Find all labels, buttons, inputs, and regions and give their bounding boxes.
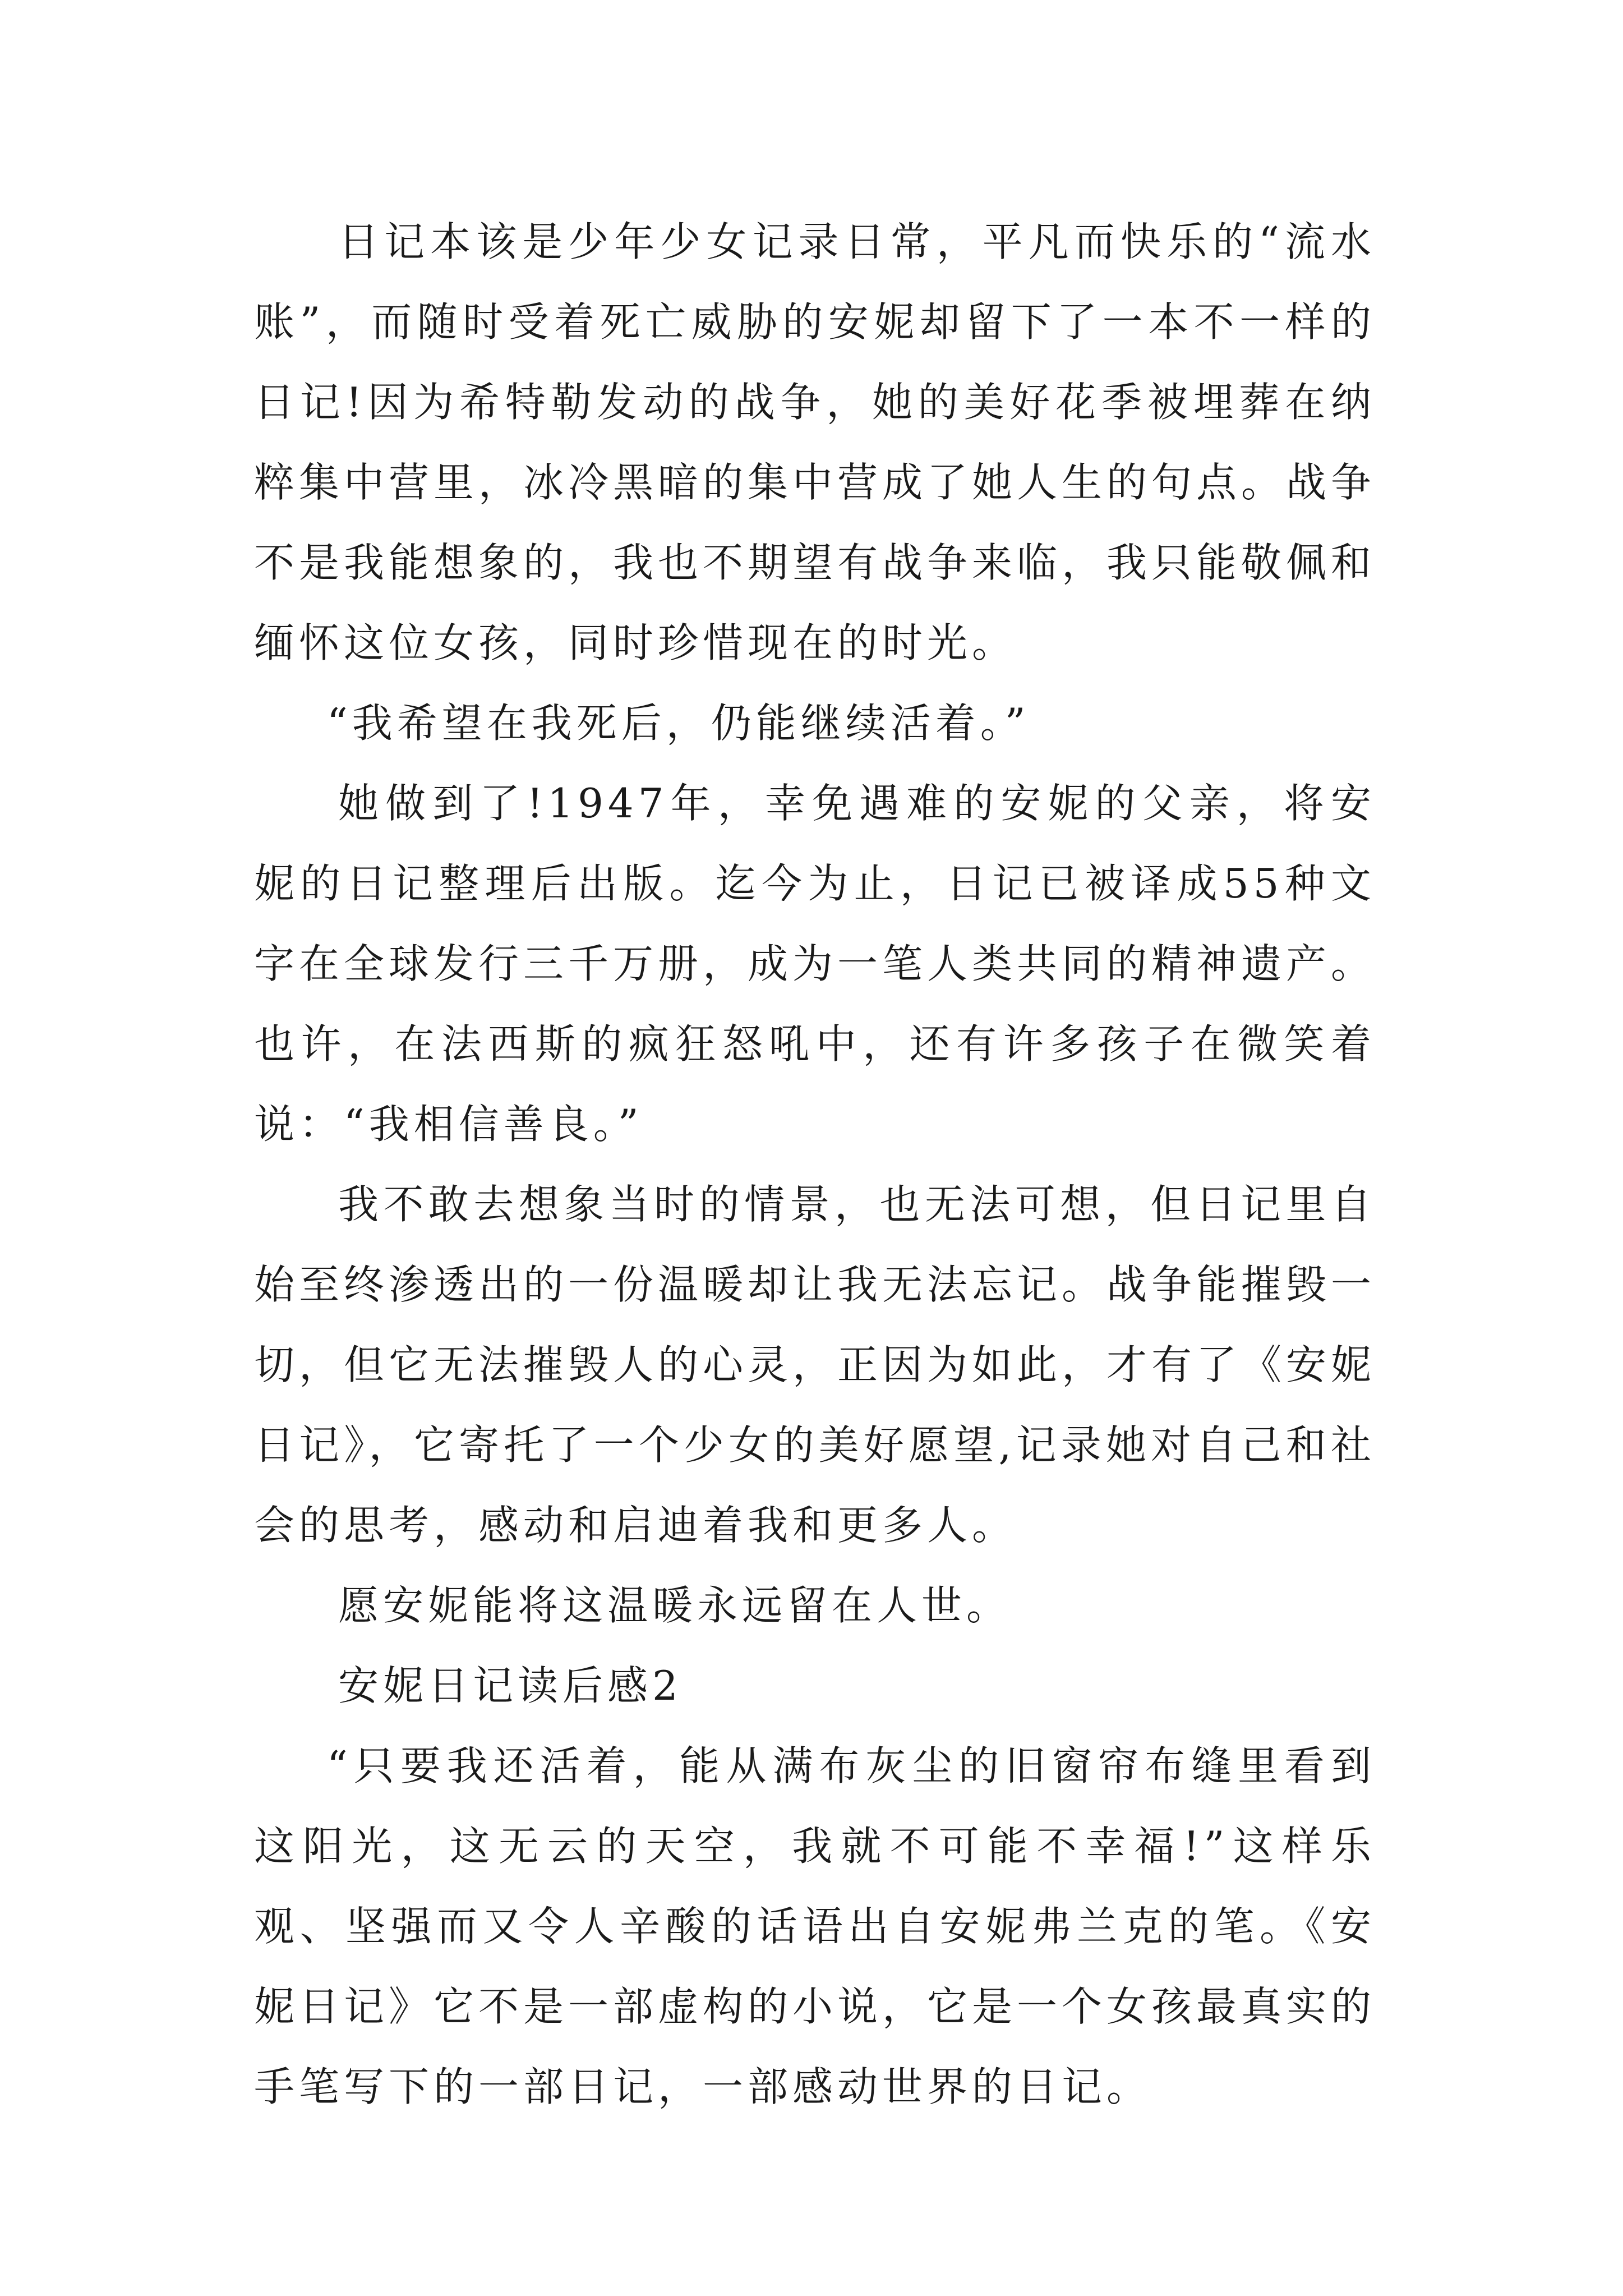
paragraph-reflection: 我不敢去想象当时的情景，也无法可想，但日记里自始至终渗透出的一份温暖却让我无法忘记。战争能摧毁一切，但它无法摧毁人的心灵，正因为如此，才有了《安妮日记》，它寄托了一个少女的美好愿望,记录她对自己和社会的思考，感动和启迪着我和更多人。 — [254, 1181, 1376, 1549]
document-body — [254, 202, 1376, 2127]
paragraph-publication: 她做到了!1947年，幸免遇难的安妮的父亲，将安妮的日记整理后出版。迄今为止，日记已被译成55种文字在全球发行三千万册，成为一笔人类共同的精神遗产。也许，在法西斯的疯狂怒吼中，还有许多孩子在微笑着说：“我相信善良。” — [254, 780, 1376, 1148]
paragraph-wish: 愿安妮能将这温暖永远留在人世。 — [338, 1582, 1012, 1629]
paragraph-intro: 日记本该是少年少女记录日常，平凡而快乐的“流水账”，而随时受着死亡威胁的安妮却留下了一本不一样的日记!因为希特勒发动的战争，她的美好花季被埋葬在纳粹集中营里，冰冷黑暗的集中营成了她人生的句点。战争不是我能想象的，我也不期望有战争来临，我只能敬佩和缅怀这位女孩，同时珍惜现在的时光。 — [254, 218, 1376, 666]
paragraph-section2: “只要我还活着，能从满布灰尘的旧窗帘布缝里看到这阳光，这无云的天空，我就不可能不幸福!”这样乐观、坚强而又令人辛酸的话语出自安妮弗兰克的笔。《安妮日记》它不是一部虚构的小说，它是一个女孩最真实的手笔写下的一部日记，一部感动世界的日记。 — [254, 1742, 1376, 2110]
section-heading: 安妮日记读后感2 — [338, 1662, 683, 1709]
paragraph-quote: “我希望在我死后，仍能继续活着。” — [327, 700, 1030, 747]
